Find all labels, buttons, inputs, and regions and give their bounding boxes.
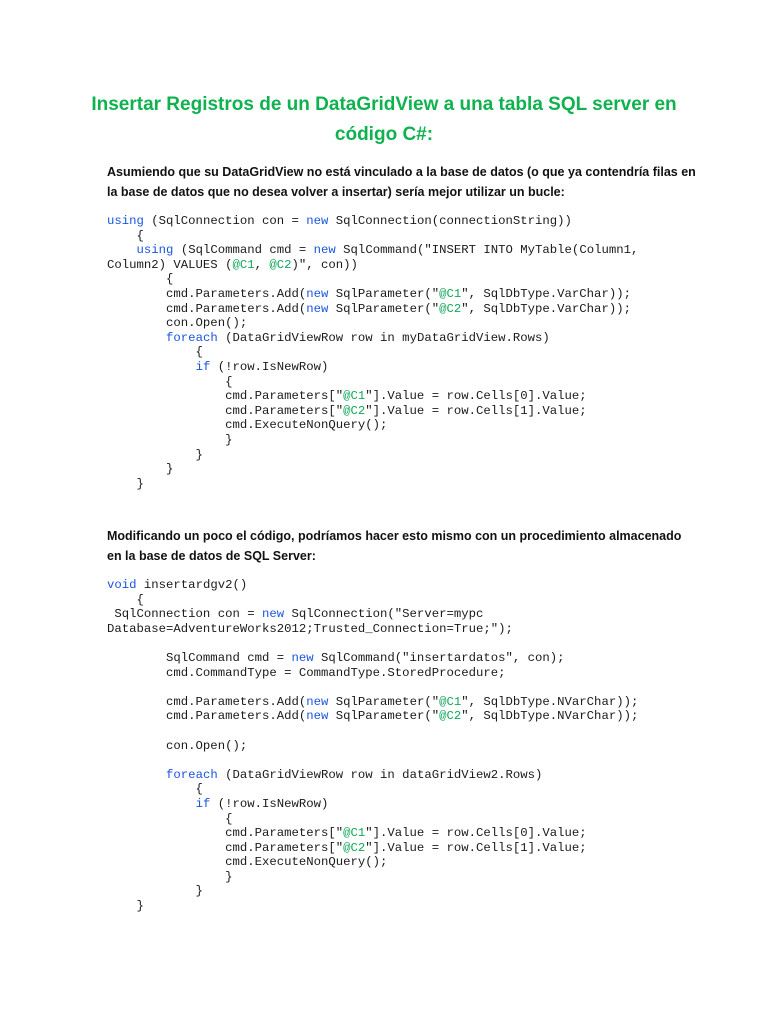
code-text: { (107, 592, 144, 607)
code-text (107, 797, 196, 811)
code-line (107, 243, 707, 258)
code-text: } (107, 476, 144, 491)
code-parameter: @C2 (269, 257, 292, 272)
code-line (107, 607, 707, 622)
code-text: SqlConnection("Server=mypc (284, 607, 484, 622)
code-line (107, 695, 707, 710)
code-text: Database=AdventureWorks2012;Trusted_Connection=True;"); (107, 621, 513, 636)
second-paragraph-line-1: Modificando un poco el código, podríamos hacer esto mismo con un procedimiento almacenado (107, 529, 682, 543)
code-line (107, 709, 707, 724)
code-text: cmd.Parameters[" (107, 826, 344, 841)
code-keyword: new (291, 650, 314, 665)
code-text (107, 243, 137, 257)
code-line (107, 680, 707, 695)
code-text (107, 360, 196, 374)
code-text: } (107, 432, 233, 447)
code-block-stored-procedure (107, 578, 707, 914)
code-line (107, 448, 707, 463)
code-text: cmd.ExecuteNonQuery(); (107, 855, 388, 870)
code-text: cmd.Parameters.Add( (107, 709, 307, 724)
code-text: cmd.Parameters.Add( (107, 286, 307, 301)
code-keyword: new (306, 301, 329, 316)
code-line (107, 258, 707, 273)
code-line (107, 272, 707, 287)
code-text: SqlConnection con = (107, 607, 262, 622)
code-text: cmd.Parameters.Add( (107, 301, 307, 316)
code-text: { (107, 782, 203, 797)
code-text: (DataGridViewRow row in dataGridView2.Rows) (217, 767, 543, 782)
code-line (107, 477, 707, 492)
code-text: ", SqlDbType.NVarChar)); (461, 709, 639, 724)
code-text: "].Value = row.Cells[1].Value; (365, 403, 587, 418)
code-line (107, 360, 707, 375)
code-line (107, 636, 707, 651)
code-text: cmd.ExecuteNonQuery(); (107, 418, 388, 433)
second-paragraph-line-2: en la base de datos de SQL Server: (107, 549, 316, 563)
code-keyword: new (306, 694, 329, 709)
code-parameter: @C2 (343, 840, 366, 855)
code-line (107, 724, 707, 739)
code-text: } (107, 869, 233, 884)
code-text: SqlCommand cmd = (107, 650, 292, 665)
code-line (107, 797, 707, 812)
code-line (107, 229, 707, 244)
code-text: "].Value = row.Cells[1].Value; (365, 840, 587, 855)
code-line (107, 651, 707, 666)
code-text: { (107, 811, 233, 826)
code-parameter: @C1 (343, 826, 366, 841)
code-line (107, 316, 707, 331)
code-keyword: if (195, 796, 211, 811)
code-line (107, 404, 707, 419)
code-line (107, 214, 707, 229)
code-text: cmd.CommandType = CommandType.StoredProcedure; (107, 665, 506, 680)
code-text: , (254, 257, 270, 272)
code-line (107, 302, 707, 317)
code-line (107, 870, 707, 885)
code-text: cmd.Parameters[" (107, 840, 344, 855)
code-parameter: @C1 (232, 257, 255, 272)
code-text: { (107, 345, 203, 360)
code-parameter: @C2 (439, 301, 462, 316)
code-line (107, 345, 707, 360)
code-line (107, 753, 707, 768)
code-text: (!row.IsNewRow) (210, 359, 329, 374)
code-keyword: new (313, 243, 336, 258)
code-line (107, 287, 707, 302)
code-text: ", SqlDbType.VarChar)); (461, 301, 631, 316)
code-parameter: @C1 (439, 694, 462, 709)
code-keyword: new (306, 709, 329, 724)
code-line (107, 593, 707, 608)
code-text: SqlParameter(" (328, 709, 440, 724)
code-text: con.Open(); (107, 738, 248, 753)
code-text: (!row.IsNewRow) (210, 796, 329, 811)
code-line (107, 622, 707, 637)
code-text: SqlConnection(connectionString)) (328, 214, 572, 228)
code-line (107, 768, 707, 783)
code-keyword: using (107, 214, 144, 228)
code-text: "].Value = row.Cells[0].Value; (365, 389, 587, 404)
document-title-line-1: Insertar Registros de un DataGridView a una tabla SQL server en (91, 94, 677, 115)
code-text: SqlCommand("insertardatos", con); (313, 650, 565, 665)
code-line (107, 826, 707, 841)
code-line (107, 841, 707, 856)
code-text: ", SqlDbType.NVarChar)); (461, 694, 639, 709)
code-keyword: if (195, 359, 211, 374)
code-text: "].Value = row.Cells[0].Value; (365, 826, 587, 841)
code-text: } (107, 447, 203, 462)
code-line (107, 899, 707, 914)
code-parameter: @C2 (439, 709, 462, 724)
code-line (107, 389, 707, 404)
code-text: (SqlCommand cmd = (173, 243, 314, 258)
code-keyword: new (261, 607, 285, 622)
intro-paragraph-line-2: la base de datos que no desea volver a insertar) sería mejor utilizar un bucle: (107, 185, 565, 199)
code-line (107, 855, 707, 870)
code-text: (SqlConnection con = (143, 214, 307, 228)
code-text: } (107, 884, 203, 899)
code-parameter: @C1 (343, 389, 366, 404)
code-keyword: foreach (166, 330, 218, 345)
document-title-line-2: código C#: (334, 124, 434, 145)
code-line (107, 884, 707, 899)
code-text: Column2) VALUES ( (107, 257, 233, 272)
code-text (107, 331, 166, 345)
code-keyword: new (306, 214, 329, 228)
code-text (107, 768, 166, 782)
code-line (107, 739, 707, 754)
intro-paragraph-line-1: Asumiendo que su DataGridView no está vinculado a la base de datos (o que ya contendría filas en (107, 165, 696, 179)
code-text: (DataGridViewRow row in myDataGridView.Rows) (217, 330, 550, 345)
code-text: cmd.Parameters[" (107, 389, 344, 404)
code-parameter: @C1 (439, 286, 462, 301)
code-line (107, 375, 707, 390)
code-text: { (107, 374, 233, 389)
code-line (107, 462, 707, 477)
code-keyword: void (107, 578, 137, 592)
code-text: cmd.Parameters.Add( (107, 694, 307, 709)
code-text: insertardgv2() (136, 578, 248, 592)
code-line (107, 812, 707, 827)
code-text: SqlParameter(" (328, 301, 440, 316)
code-line (107, 578, 707, 593)
code-text: SqlCommand("INSERT INTO MyTable(Column1, (335, 243, 639, 258)
code-text: } (107, 899, 144, 914)
code-text: ", SqlDbType.VarChar)); (461, 286, 631, 301)
code-text: cmd.Parameters[" (107, 403, 344, 418)
code-keyword: new (306, 286, 329, 301)
code-text: { (107, 228, 144, 243)
code-text: con.Open(); (107, 316, 248, 331)
code-line (107, 418, 707, 433)
code-parameter: @C2 (343, 403, 366, 418)
code-text: SqlParameter(" (328, 694, 440, 709)
code-line (107, 433, 707, 448)
code-text: SqlParameter(" (328, 286, 440, 301)
code-line (107, 666, 707, 681)
code-block-bulk-insert (107, 214, 707, 491)
code-keyword: foreach (166, 767, 218, 782)
code-line (107, 782, 707, 797)
code-keyword: using (136, 243, 174, 258)
code-text: { (107, 272, 174, 287)
code-line (107, 331, 707, 346)
code-text: )", con)) (291, 257, 358, 272)
code-text: } (107, 462, 174, 477)
